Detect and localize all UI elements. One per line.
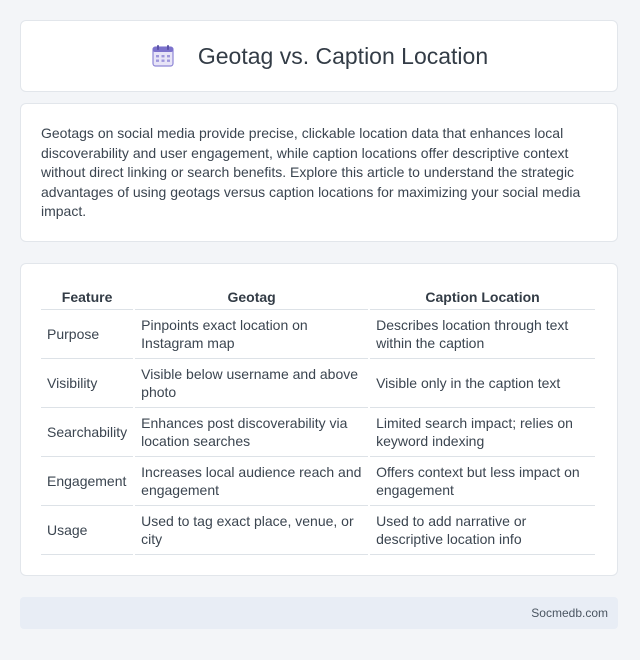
- caption-location-cell: Limited search impact; relies on keyword indexing: [370, 408, 595, 457]
- table-row: [41, 310, 595, 359]
- header-geotag: Geotag: [135, 284, 368, 310]
- footer: [20, 597, 618, 629]
- footer-site-link[interactable]: Socmedb.com: [531, 606, 608, 620]
- header-caption-location: Caption Location: [370, 284, 595, 310]
- table-row: [41, 457, 595, 506]
- feature-cell: Engagement: [41, 457, 133, 506]
- calendar-icon: [150, 43, 176, 69]
- table-row: [41, 359, 595, 408]
- intro-card: [20, 103, 618, 242]
- feature-cell: Purpose: [41, 310, 133, 359]
- caption-location-cell: Visible only in the caption text: [370, 359, 595, 408]
- geotag-cell: Visible below username and above photo: [135, 359, 368, 408]
- title-card: [20, 20, 618, 92]
- caption-location-cell: Used to add narrative or descriptive location info: [370, 506, 595, 555]
- geotag-cell: Used to tag exact place, venue, or city: [135, 506, 368, 555]
- intro-text: Geotags on social media provide precise, clickable location data that enhances local discoverability and user engagement, while caption locations offer descriptive context without direct linking or search benefits. Explore this article to understand the strategic advantages of using geotags versus caption locations for maximizing your social media impact.: [41, 125, 581, 220]
- geotag-cell: Pinpoints exact location on Instagram map: [135, 310, 368, 359]
- table-row: [41, 408, 595, 457]
- caption-location-cell: Describes location through text within the caption: [370, 310, 595, 359]
- header-feature: Feature: [41, 284, 133, 310]
- table-header-row: [41, 284, 595, 310]
- page-title: Geotag vs. Caption Location: [197, 42, 489, 69]
- table-row: [41, 506, 595, 555]
- caption-location-cell: Offers context but less impact on engagement: [370, 457, 595, 506]
- geotag-cell: Increases local audience reach and engagement: [135, 457, 368, 506]
- feature-cell: Searchability: [41, 408, 133, 457]
- geotag-cell: Enhances post discoverability via location searches: [135, 408, 368, 457]
- feature-cell: Visibility: [41, 359, 133, 408]
- comparison-table-card: [20, 263, 618, 576]
- comparison-table: [39, 284, 597, 555]
- feature-cell: Usage: [41, 506, 133, 555]
